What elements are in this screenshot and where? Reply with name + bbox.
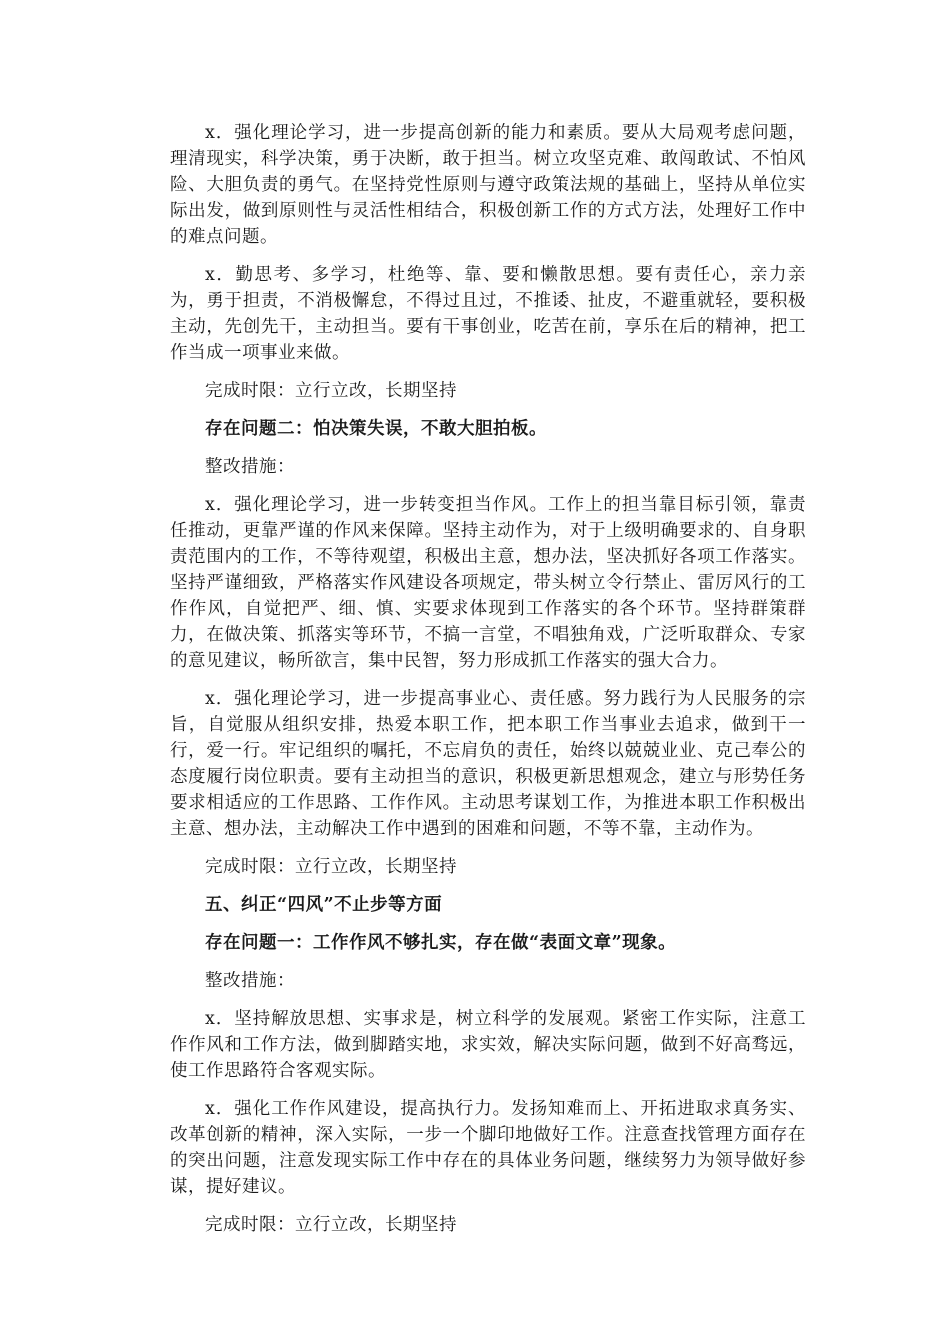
heading-problem-one: 存在问题一：工作作风不够扎实，存在做“表面文章”现象。 xyxy=(205,933,677,953)
paragraph-diligence-measure: x．勤思考、多学习，杜绝等、靠、要和懒散思想。要有责任心，亲力亲为，勇于担责，不消极懈怠，不得过且过，不推诿、扯皮，不避重就轻，要积极主动，先创先干，主动担当。要有干事创业，吃苦在前，享乐在后的精神，把工作当成一项事业来做。 xyxy=(170,265,806,363)
paragraph-practical-measure: x．坚持解放思想、实事求是，树立科学的发展观。紧密工作实际，注意工作作风和工作方法，做到脚踏实地，求实效，解决实际问题，做到不好高骛远，使工作思路符合客观实际。 xyxy=(170,1009,806,1081)
paragraph-deadline-2: 完成时限：立行立改，长期坚持 xyxy=(205,857,457,877)
paragraph-measures-label-2: 整改措施： xyxy=(205,971,295,991)
heading-problem-two: 存在问题二：怕决策失误，不敢大胆拍板。 xyxy=(205,419,547,439)
paragraph-measures-label-1: 整改措施： xyxy=(205,457,295,477)
paragraph-deadline-3: 完成时限：立行立改，长期坚持 xyxy=(205,1215,457,1235)
document-body xyxy=(170,120,806,1250)
paragraph-execution-measure: x．强化工作作风建设，提高执行力。发扬知难而上、开拓进取求真务实、改革创新的精神，深入实际，一步一个脚印地做好工作。注意查找管理方面存在的突出问题，注意发现实际工作中存在的具体业务问题，继续努力为领导做好参谋，提好建议。 xyxy=(170,1099,806,1197)
paragraph-dedication-measure: x．强化理论学习，进一步提高事业心、责任感。努力践行为人民服务的宗旨，自觉服从组织安排，热爱本职工作，把本职工作当事业去追求，做到干一行，爱一行。牢记组织的嘱托，不忘肩负的责任，始终以兢兢业业、克己奉公的态度履行岗位职责。要有主动担当的意识，积极更新思想观念，建立与形势任务要求相适应的工作思路、工作作风。主动思考谋划工作，为推进本职工作积极出主意、想办法，主动解决工作中遇到的困难和问题，不等不靠，主动作为。 xyxy=(170,689,806,839)
section-heading-five: 五、纠正“四风”不止步等方面 xyxy=(205,895,443,915)
paragraph-responsibility-style-measure: x．强化理论学习，进一步转变担当作风。工作上的担当靠目标引领，靠责任推动，更靠严谨的作风来保障。坚持主动作为，对于上级明确要求的、自身职责范围内的工作，不等待观望，积极出主意，想办法，坚决抓好各项工作落实。坚持严谨细致，严格落实作风建设各项规定，带头树立令行禁止、雷厉风行的工作作风，自觉把严、细、慎、实要求体现到工作落实的各个环节。坚持群策群力，在做决策、抓落实等环节，不搞一言堂，不唱独角戏，广泛听取群众、专家的意见建议，畅所欲言，集中民智，努力形成抓工作落实的强大合力。 xyxy=(170,495,806,671)
paragraph-innovation-measure: x．强化理论学习，进一步提高创新的能力和素质。要从大局观考虑问题，理清现实，科学决策，勇于决断，敢于担当。树立攻坚克难、敢闯敢试、不怕风险、大胆负责的勇气。在坚持党性原则与遵守政策法规的基础上，坚持从单位实际出发，做到原则性与灵活性相结合，积极创新工作的方式方法，处理好工作中的难点问题。 xyxy=(170,123,806,247)
paragraph-deadline-1: 完成时限：立行立改，长期坚持 xyxy=(205,381,457,401)
